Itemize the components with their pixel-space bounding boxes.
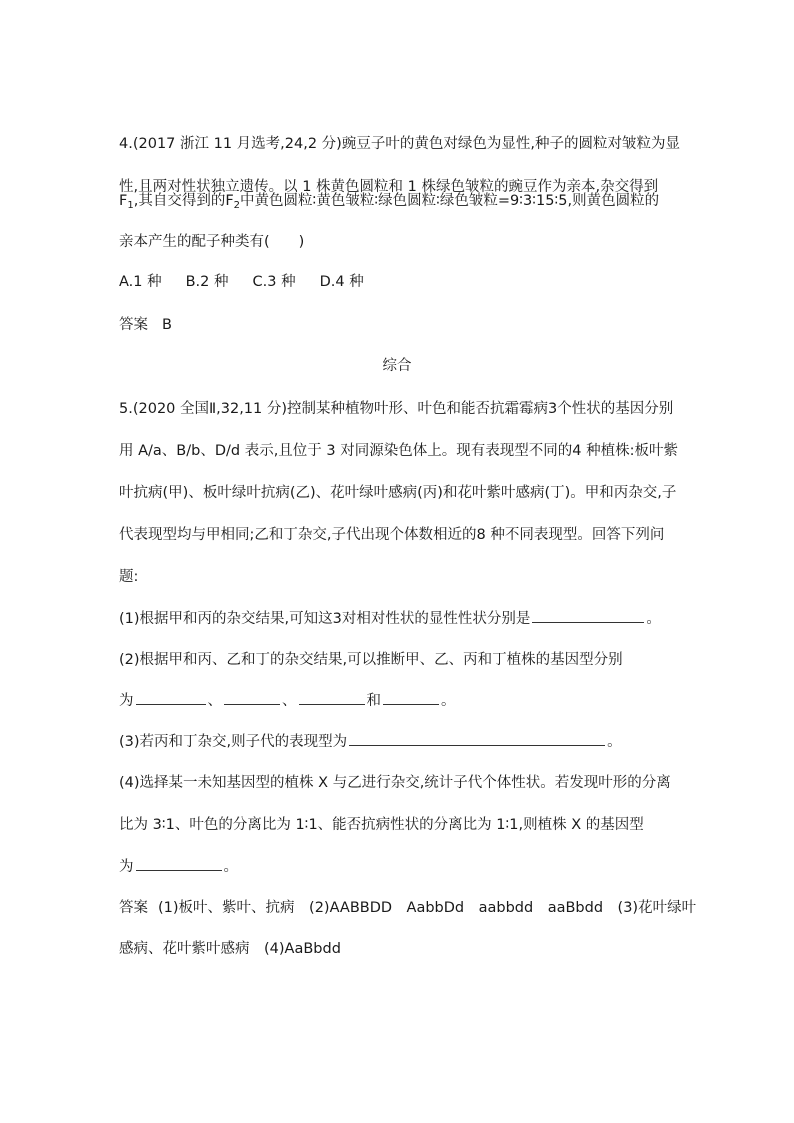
q5-sub3-blank[interactable] [349,731,605,746]
q5-answer-label: 答案 [119,900,148,916]
q5-sub4-line-3 [119,856,238,877]
q4-line-3 [119,191,659,211]
q5-sub2: (2)根据甲和丙、乙和丁的杂交结果,可以推断甲、乙、丙和丁植株的基因型分别 [119,652,623,668]
q5-sub2-sep-1: 、 [207,693,222,709]
q4-option-c: C.3 种 [252,274,296,290]
q4-line-2: 性,且两对性状独立遗传。以 1 株黄色圆粒和 1 株绿色皱粒的豌豆作为亲本,杂交得到 [119,179,659,195]
q5-sub2-sep-3: 和 [366,693,381,709]
q5-sub2-sep-2: 、 [282,693,297,709]
q5-sub2-blank-2[interactable] [224,690,280,705]
q4-line-3-f: F [119,193,128,209]
q4-line-3-sub1: 1 [127,200,134,211]
q5-answer-line-1 [119,898,696,918]
q5-sub4-line-2: 比为 3∶1、叶色的分离比为 1∶1、能否抗病性状的分离比为 1∶1,则植株 X 的基因型 [119,817,644,833]
q4-options [119,272,364,292]
q5-line-1: 5.(2020 全国Ⅱ,32,11 分)控制某种植物叶形、叶色和能否抗霜霉病3个性状的基因分别 [119,401,674,417]
q5-sub4-line-1: (4)选择某一未知基因型的植株 X 与乙进行杂交,统计子代个体性状。若发现叶形的分离 [119,775,671,791]
q5-sub1-text: (1)根据甲和丙的杂交结果,可知这3对相对性状的显性性状分别是 [119,611,531,627]
q4-line-3-mid: ,其自交得到的F [133,193,234,209]
q5-line-4: 代表现型均与甲相同;乙和丁杂交,子代出现个体数相近的8 种不同表现型。回答下列问 [119,527,665,543]
q5-sub1 [119,608,661,629]
q5-line-5: 题: [119,569,139,585]
q5-sub2-blanks [119,690,456,711]
q5-sub4-end: 。 [223,859,238,875]
q5-sub4-prefix: 为 [119,859,134,875]
q5-sub3-text: (3)若丙和丁杂交,则子代的表现型为 [119,734,348,750]
q4-answer [119,315,172,335]
q4-answer-label: 答案 [119,317,148,333]
q5-sub3-end: 。 [607,734,622,750]
q5-sub2-blank-4[interactable] [383,690,439,705]
q5-sub2-blank-1[interactable] [136,690,206,705]
q5-sub2-prefix: 为 [119,693,134,709]
q5-sub2-blank-3[interactable] [299,690,365,705]
q5-sub4-blank[interactable] [136,856,222,871]
q5-sub1-blank[interactable] [532,608,644,623]
q5-answer-line-2: 感病、花叶紫叶感病 (4)AaBbdd [119,941,341,957]
q4-line-3-end: 中黄色圆粒∶黄色皱粒∶绿色圆粒∶绿色皱粒=9∶3∶15∶5,则黄色圆粒的 [240,193,660,209]
section-title: 综合 [382,358,412,374]
q4-line-1: 4.(2017 浙江 11 月选考,24,2 分)豌豆子叶的黄色对绿色为显性,种子的圆粒对皱粒为显 [119,136,680,152]
q4-line-3-sub2: 2 [233,200,241,211]
q4-line-4: 亲本产生的配子种类有( ) [119,234,305,250]
q4-option-b: B.2 种 [185,274,229,290]
q4-answer-value: B [162,317,172,333]
q5-line-2: 用 A/a、B/b、D/d 表示,且位于 3 对同源染色体上。现有表现型不同的4 种植株:板叶紫 [119,443,678,459]
q5-line-3: 叶抗病(甲)、板叶绿叶抗病(乙)、花叶绿叶感病(丙)和花叶紫叶感病(丁)。甲和丙杂交,子 [119,485,677,501]
q5-sub1-end: 。 [646,611,661,627]
q5-sub2-end: 。 [441,693,456,709]
q5-sub3 [119,731,622,752]
q4-option-d: D.4 种 [319,274,364,290]
q5-answer-text-1: (1)板叶、紫叶、抗病 (2)AABBDD AabbDd aabbdd aaBbdd (3)花叶绿叶 [158,900,697,916]
q4-option-a: A.1 种 [119,274,162,290]
